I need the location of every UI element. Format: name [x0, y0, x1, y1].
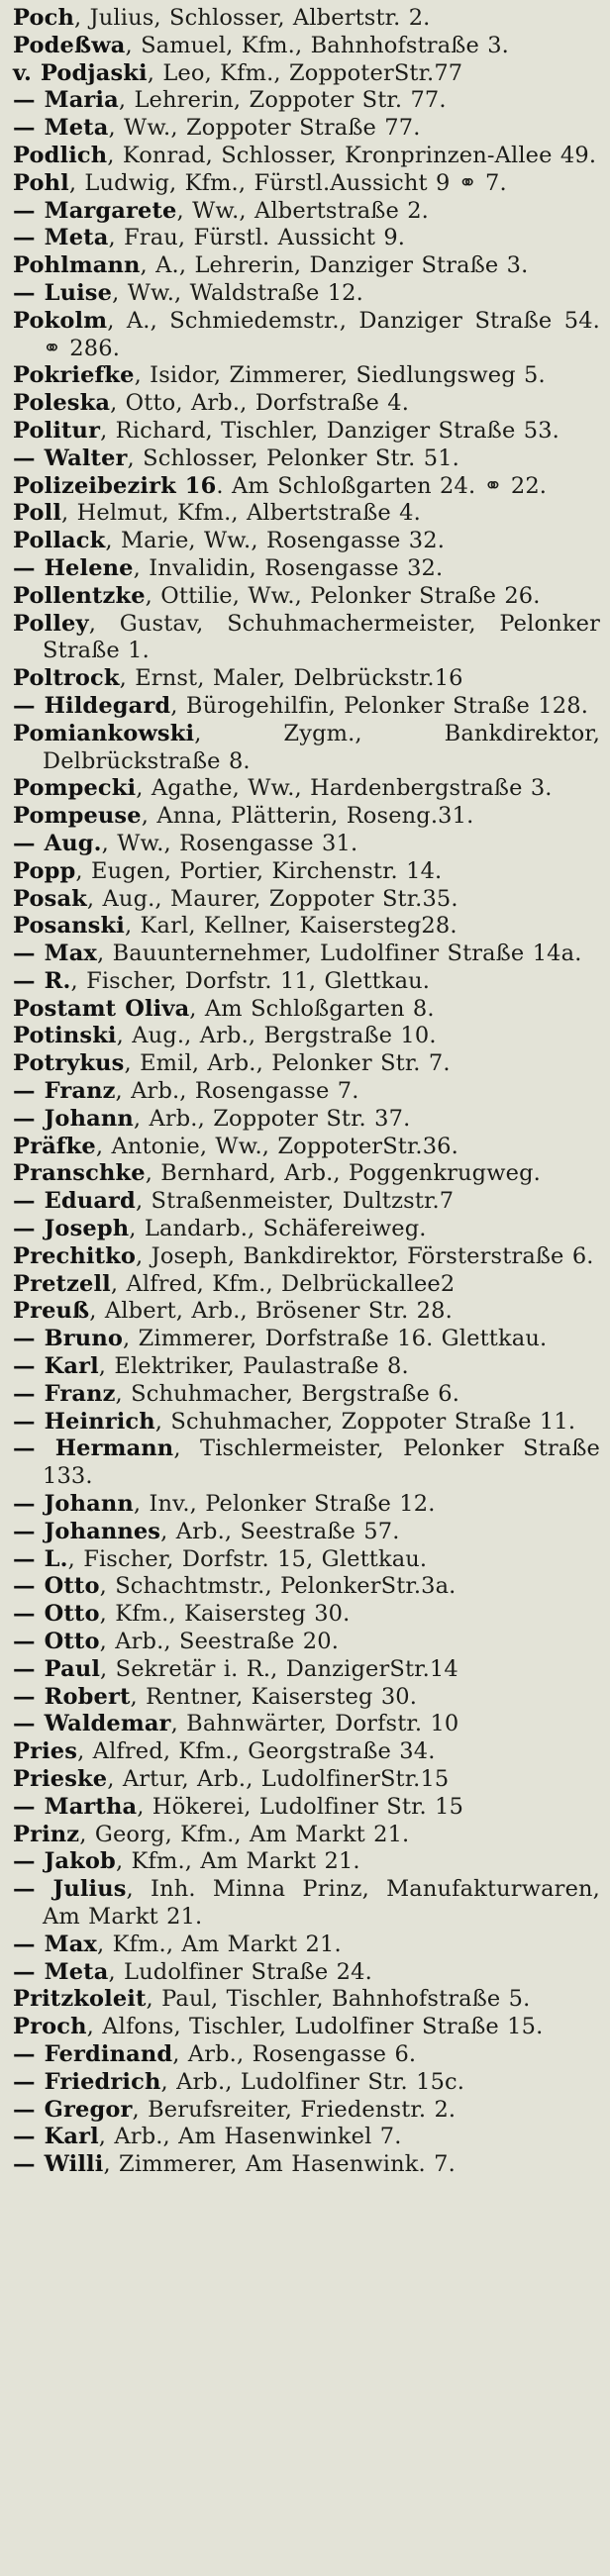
directory-entry — [13, 1023, 600, 1050]
entry-details: , Ww., Waldstraße 12. — [112, 279, 363, 306]
entry-name: Potrykus — [13, 1050, 125, 1077]
entry-name: — Margarete — [13, 197, 177, 224]
entry-name: — Maria — [13, 87, 119, 114]
entry-name: Pranschke — [13, 1160, 146, 1187]
directory-entry — [13, 1243, 600, 1271]
entry-details: . Am Schloßgarten 24. ⚭ 22. — [216, 472, 548, 499]
directory-entry — [13, 1298, 600, 1326]
entry-details: , Leo, Kfm., ZoppoterStr.77 — [147, 59, 463, 86]
directory-entry — [13, 831, 600, 858]
entry-name: Proch — [13, 2014, 87, 2040]
directory-entry — [13, 5, 600, 33]
directory-entry — [13, 2097, 600, 2125]
entry-details: , Arb., Am Hasenwinkel 7. — [98, 2124, 402, 2150]
entry-name: Podlich — [13, 142, 108, 168]
entry-list — [13, 5, 600, 2179]
entry-name: — Willi — [13, 2151, 104, 2178]
entry-details: , Arb., Ludolfiner Str. 15c. — [160, 2068, 465, 2095]
entry-name: Prieske — [13, 1766, 108, 1792]
entry-name: Prinz — [13, 1821, 80, 1847]
directory-entry — [13, 1684, 600, 1712]
entry-name: — Franz — [13, 1078, 116, 1105]
entry-details: , Eugen, Portier, Kirchenstr. 14. — [75, 857, 443, 884]
entry-name: — Paul — [13, 1655, 101, 1682]
entry-name: — Karl — [13, 1353, 99, 1380]
entry-details: , Schlosser, Pelonker Str. 51. — [127, 445, 459, 471]
entry-name: Pries — [13, 1738, 78, 1765]
entry-details: , Kfm., Am Markt 21. — [115, 1848, 360, 1875]
entry-name: — Meta — [13, 225, 109, 251]
entry-details: , Hökerei, Ludolfiner Str. 15 — [137, 1793, 464, 1820]
entry-details: , Ottilie, Ww., Pelonker Straße 26. — [145, 582, 541, 609]
directory-entry — [13, 941, 600, 968]
directory-entry — [13, 1491, 600, 1519]
directory-entry — [13, 500, 600, 528]
entry-name: v. Podjaski — [13, 59, 148, 86]
directory-entry — [13, 308, 600, 363]
entry-details: , Albert, Arb., Brösener Str. 28. — [89, 1298, 453, 1325]
entry-name: — Meta — [13, 115, 109, 142]
directory-entry — [13, 446, 600, 473]
entry-details: , Isidor, Zimmerer, Siedlungsweg 5. — [134, 362, 546, 389]
directory-entry — [13, 1160, 600, 1188]
entry-details: , Zimmerer, Dorfstraße 16. Glettkau. — [122, 1326, 548, 1352]
entry-details: , Kfm., Am Markt 21. — [96, 1931, 342, 1957]
entry-details: , Bahnwärter, Dorfstr. 10 — [170, 1711, 459, 1737]
entry-name: Preuß — [13, 1298, 90, 1325]
entry-name: — Robert — [13, 1683, 131, 1710]
entry-name: Pritzkoleit — [13, 1986, 147, 2013]
directory-entry — [13, 1573, 600, 1601]
directory-entry — [13, 886, 600, 914]
entry-details: , Alfred, Kfm., Delbrückallee2 — [110, 1270, 456, 1297]
directory-entry — [13, 1050, 600, 1078]
directory-entry — [13, 143, 600, 170]
entry-details: , Fischer, Dorfstr. 15, Glettkau. — [67, 1545, 428, 1572]
directory-entry — [13, 418, 600, 446]
entry-name: — Waldemar — [13, 1711, 171, 1737]
directory-entry — [13, 1519, 600, 1546]
directory-entry — [13, 1766, 600, 1794]
directory-entry — [13, 1409, 600, 1437]
entry-details: , Bürogehilfin, Pelonker Straße 128. — [170, 692, 589, 719]
entry-details: , Elektriker, Paulastraße 8. — [98, 1353, 409, 1380]
entry-details: , Ww., Zoppoter Straße 77. — [108, 115, 421, 142]
entry-details: , A., Schmiedemstr., Danziger Straße 54. ⚭ 286. — [43, 307, 600, 361]
entry-name: — Hildegard — [13, 692, 171, 719]
entry-details: , Aug., Arb., Bergstraße 10. — [116, 1023, 437, 1049]
directory-entry — [13, 1848, 600, 1876]
entry-name: — Ferdinand — [13, 2040, 173, 2067]
entry-details: , Schuhmacher, Bergstraße 6. — [115, 1380, 459, 1407]
directory-entry — [13, 665, 600, 693]
entry-name: Prechitko — [13, 1242, 137, 1269]
directory-entry — [13, 1353, 600, 1381]
directory-entry — [13, 913, 600, 941]
entry-details: , Karl, Kellner, Kaisersteg28. — [124, 913, 458, 940]
entry-name: — Johannes — [13, 1518, 161, 1544]
entry-name: — Jakob — [13, 1848, 116, 1875]
entry-name: — Friedrich — [13, 2068, 161, 2095]
entry-name: Politur — [13, 417, 101, 444]
entry-name: Podeßwa — [13, 32, 126, 58]
entry-name: — Julius — [13, 1876, 127, 1903]
directory-entry — [13, 803, 600, 831]
entry-details: , Straßenmeister, Dultzstr.7 — [135, 1188, 455, 1215]
directory-entry — [13, 1656, 600, 1684]
entry-name: Posak — [13, 885, 87, 912]
entry-details: , Arb., Seestraße 20. — [99, 1629, 340, 1655]
entry-details: , Paul, Tischler, Bahnhofstraße 5. — [146, 1986, 531, 2013]
entry-name: — Otto — [13, 1573, 100, 1600]
entry-name: — Otto — [13, 1601, 100, 1628]
directory-entry — [13, 87, 600, 115]
directory-entry — [13, 583, 600, 611]
entry-name: — Karl — [13, 2124, 99, 2150]
entry-details: , Antonie, Ww., ZoppoterStr.36. — [95, 1133, 458, 1159]
directory-entry — [13, 225, 600, 252]
directory-entry — [13, 858, 600, 886]
entry-details: , Inv., Pelonker Straße 12. — [133, 1491, 436, 1518]
directory-entry — [13, 1381, 600, 1409]
entry-details: , Zygm., Bankdirektor, Delbrückstraße 8. — [43, 720, 600, 774]
entry-details: , Sekretär i. R., DanzigerStr.14 — [100, 1655, 458, 1682]
directory-entry — [13, 775, 600, 803]
directory-entry — [13, 115, 600, 143]
directory-entry — [13, 528, 600, 555]
entry-name: — Heinrich — [13, 1408, 155, 1435]
entry-name: — Johann — [13, 1105, 134, 1132]
entry-name: Poll — [13, 500, 62, 527]
entry-details: , Marie, Ww., Rosengasse 32. — [105, 528, 446, 554]
entry-name: Polizeibezirk 16 — [13, 472, 217, 499]
entry-name: Pohl — [13, 169, 69, 196]
directory-entry — [13, 1932, 600, 1959]
entry-details: , Georg, Kfm., Am Markt 21. — [79, 1821, 410, 1847]
entry-name: — Luise — [13, 279, 113, 306]
entry-details: , Invalidin, Rosengasse 32. — [133, 554, 444, 581]
entry-name: — Otto — [13, 1629, 100, 1655]
directory-entry — [13, 2151, 600, 2179]
entry-name: — Hermann — [13, 1436, 174, 1462]
entry-name: — Bruno — [13, 1326, 123, 1352]
entry-details: , Lehrerin, Zoppoter Str. 77. — [118, 87, 447, 114]
entry-name: — Johann — [13, 1491, 134, 1518]
entry-details: , Schuhmacher, Zoppoter Straße 11. — [154, 1408, 576, 1435]
entry-name: Pomiankowski — [13, 720, 195, 746]
directory-entry — [13, 1794, 600, 1822]
entry-details: , Ww., Albertstraße 2. — [176, 197, 429, 224]
directory-entry — [13, 1986, 600, 2014]
entry-details: , Berufsreiter, Friedenstr. 2. — [132, 2096, 457, 2123]
directory-entry — [13, 1546, 600, 1574]
directory-entry — [13, 252, 600, 280]
entry-name: Pokriefke — [13, 362, 135, 389]
entry-name: Pretzell — [13, 1270, 111, 1297]
entry-name: — Martha — [13, 1793, 138, 1820]
entry-details: , Landarb., Schäfereiweg. — [129, 1216, 427, 1242]
entry-name: — Walter — [13, 445, 128, 471]
directory-entry — [13, 1106, 600, 1134]
entry-name: — Franz — [13, 1380, 116, 1407]
directory-entry — [13, 555, 600, 583]
directory-entry — [13, 1216, 600, 1243]
entry-details: , Bauunternehmer, Ludolfiner Straße 14a. — [96, 941, 582, 967]
entry-name: Postamt Oliva — [13, 995, 190, 1022]
directory-entry — [13, 198, 600, 226]
entry-details: , Arb., Rosengasse 6. — [172, 2040, 417, 2067]
directory-entry — [13, 1822, 600, 1849]
directory-entry — [13, 1601, 600, 1629]
entry-name: — Aug. — [13, 830, 102, 856]
entry-name: Präfke — [13, 1133, 96, 1159]
directory-entry — [13, 2124, 600, 2151]
entry-details: , Arb., Rosengasse 7. — [115, 1078, 359, 1105]
entry-name: Pohlmann — [13, 252, 141, 279]
entry-details: , Gustav, Schuhmachermeister, Pelonker Straße 1. — [43, 610, 600, 664]
directory-entry — [13, 170, 600, 198]
directory-entry — [13, 1134, 600, 1161]
entry-name: — L. — [13, 1545, 68, 1572]
entry-details: , Joseph, Bankdirektor, Försterstraße 6. — [136, 1242, 594, 1269]
entry-name: — Meta — [13, 1958, 109, 1985]
entry-details: , Samuel, Kfm., Bahnhofstraße 3. — [125, 32, 509, 58]
directory-entry — [13, 1188, 600, 1216]
entry-name: Pollack — [13, 528, 106, 554]
entry-details: , Julius, Schlosser, Albertstr. 2. — [73, 5, 431, 31]
directory-entry — [13, 721, 600, 776]
entry-name: Posanski — [13, 913, 125, 940]
directory-entry — [13, 2069, 600, 2097]
entry-details: , Ludolfiner Straße 24. — [108, 1958, 372, 1985]
entry-details: , Alfons, Tischler, Ludolfiner Straße 15. — [86, 2014, 544, 2040]
directory-entry — [13, 1326, 600, 1353]
entry-name: Poleska — [13, 390, 111, 417]
entry-details: , Tischlermeister, Pelonker Straße 133. — [43, 1436, 601, 1490]
entry-details: , Agathe, Ww., Hardenbergstraße 3. — [136, 775, 553, 802]
directory-entry — [13, 280, 600, 308]
entry-name: Pollentzke — [13, 582, 146, 609]
entry-details: , Kfm., Kaisersteg 30. — [99, 1601, 351, 1628]
directory-entry — [13, 2014, 600, 2041]
entry-details: , Arb., Seestraße 57. — [160, 1518, 400, 1544]
directory-entry — [13, 2041, 600, 2069]
entry-name: Pompecki — [13, 775, 137, 802]
entry-name: Pokolm — [13, 307, 108, 334]
entry-name: — R. — [13, 967, 71, 994]
entry-name: — Joseph — [13, 1216, 130, 1242]
entry-details: , Arb., Zoppoter Str. 37. — [133, 1105, 411, 1132]
entry-details: , Emil, Arb., Pelonker Str. 7. — [124, 1050, 451, 1077]
directory-entry — [13, 693, 600, 721]
entry-details: , Ludwig, Kfm., Fürstl.Aussicht 9 ⚭ 7. — [68, 169, 507, 196]
entry-details: , Rentner, Kaisersteg 30. — [130, 1683, 418, 1710]
entry-name: Poltrock — [13, 665, 120, 692]
directory-entry — [13, 60, 600, 88]
entry-name: Poch — [13, 5, 74, 31]
entry-details: , Frau, Fürstl. Aussicht 9. — [108, 225, 406, 251]
directory-entry — [13, 1078, 600, 1106]
entry-details: , Anna, Plätterin, Roseng.31. — [141, 803, 474, 830]
directory-entry — [13, 1271, 600, 1299]
entry-details: , Inh. Minna Prinz, Manufakturwaren, Am Markt 21. — [43, 1876, 600, 1930]
entry-details: , Artur, Arb., LudolfinerStr.15 — [107, 1766, 450, 1792]
entry-details: , Bernhard, Arb., Poggenkrugweg. — [145, 1160, 541, 1187]
entry-details: , Schachtmstr., PelonkerStr.3a. — [99, 1573, 457, 1600]
entry-name: Potinski — [13, 1023, 117, 1049]
directory-entry — [13, 611, 600, 666]
entry-name: Pompeuse — [13, 803, 142, 830]
directory-entry — [13, 362, 600, 390]
directory-entry — [13, 968, 600, 996]
entry-details: , Richard, Tischler, Danziger Straße 53. — [100, 417, 559, 444]
directory-entry — [13, 1738, 600, 1766]
directory-entry — [13, 1959, 600, 1987]
entry-name: — Eduard — [13, 1188, 136, 1215]
directory-entry — [13, 390, 600, 418]
entry-name: Polley — [13, 610, 89, 637]
entry-name: Popp — [13, 857, 76, 884]
entry-details: , Alfred, Kfm., Georgstraße 34. — [77, 1738, 436, 1765]
entry-details: , Ww., Rosengasse 31. — [101, 830, 358, 856]
directory-entry — [13, 1629, 600, 1656]
entry-details: , Otto, Arb., Dorfstraße 4. — [110, 390, 410, 417]
entry-name: — Helene — [13, 554, 134, 581]
directory-entry — [13, 1436, 600, 1491]
entry-name: — Max — [13, 1931, 97, 1957]
entry-details: , Aug., Maurer, Zoppoter Str.35. — [86, 885, 458, 912]
entry-details: , Helmut, Kfm., Albertstraße 4. — [61, 500, 421, 527]
entry-name: — Gregor — [13, 2096, 133, 2123]
entry-details: , Fischer, Dorfstr. 11, Glettkau. — [70, 967, 431, 994]
entry-details: , A., Lehrerin, Danziger Straße 3. — [140, 252, 529, 279]
entry-details: , Am Schloßgarten 8. — [189, 995, 435, 1022]
directory-entry — [13, 996, 600, 1024]
entry-details: , Konrad, Schlosser, Kronprinzen-Allee 49. — [107, 142, 597, 168]
directory-entry — [13, 33, 600, 60]
entry-details: , Ernst, Maler, Delbrückstr.16 — [119, 665, 463, 692]
directory-entry — [13, 1711, 600, 1738]
entry-name: — Max — [13, 941, 97, 967]
entry-details: , Zimmerer, Am Hasenwink. 7. — [103, 2151, 456, 2178]
directory-entry — [13, 473, 600, 501]
directory-entry — [13, 1876, 600, 1932]
